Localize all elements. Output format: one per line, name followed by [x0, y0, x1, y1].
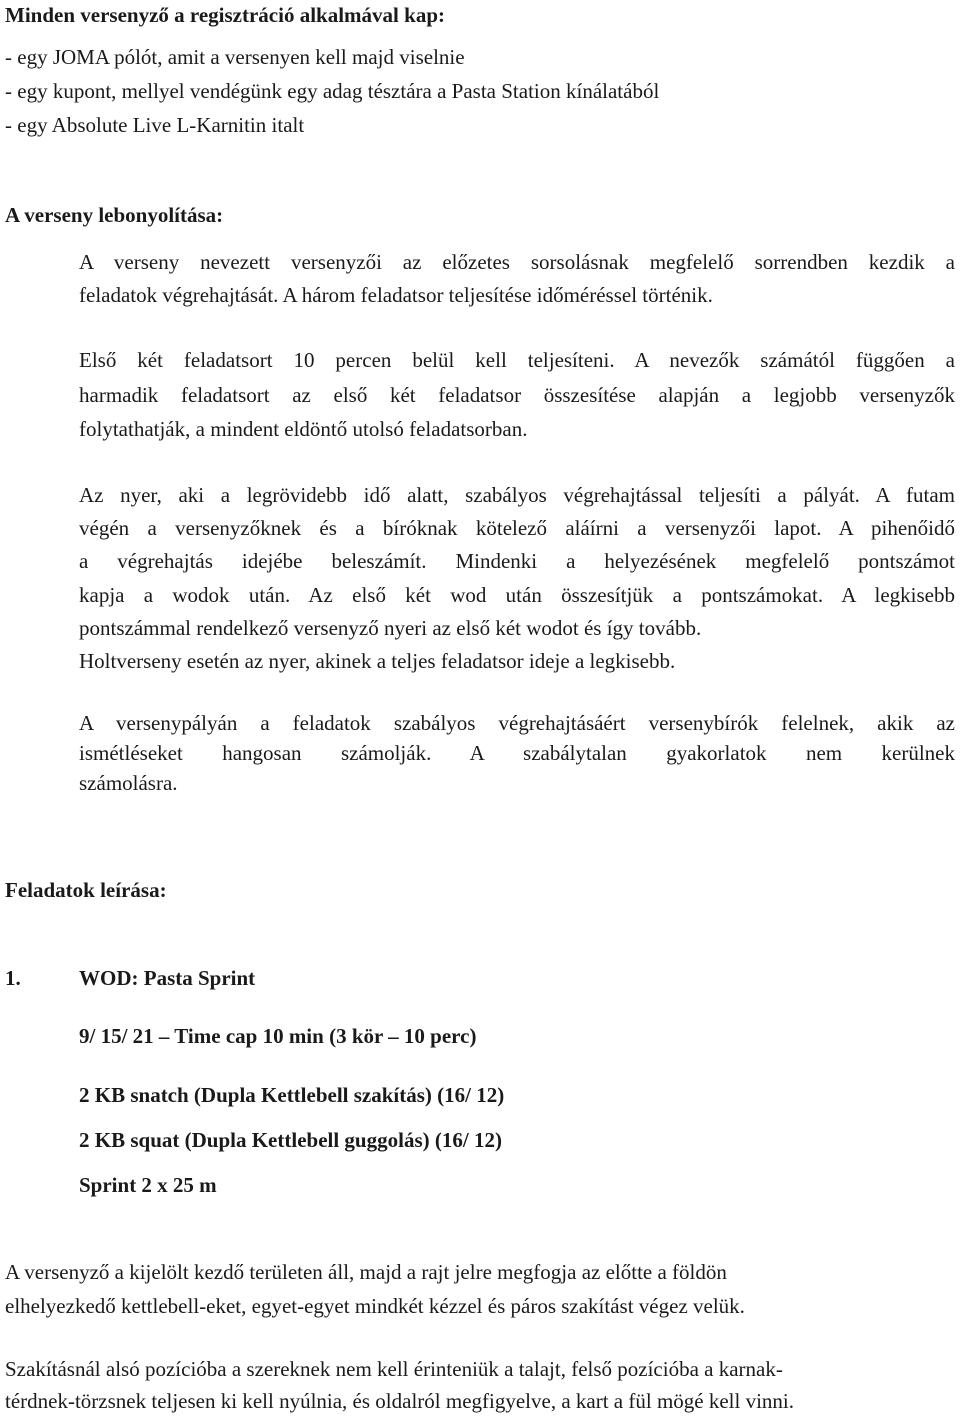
wod-exercise: 2 KB snatch (Dupla Kettlebell szakítás) (16/ 12) — [79, 1083, 505, 1107]
conduct-para2-line: folytathatják, a mindent eldöntő utolsó feladatsorban. — [79, 417, 528, 441]
conduct-para1-line: feladatok végrehajtását. A három feladatsor teljesítése időméréssel történik. — [79, 283, 713, 307]
conduct-para2-line: Első két feladatsort 10 percen belül kell teljesíteni. A nevezők számától függően a — [79, 348, 955, 372]
task-description-line: Szakításnál alsó pozícióba a szereknek nem kell érinteniük a talajt, felső pozícióba a karnak- — [5, 1357, 783, 1381]
conduct-para3-line: a végrehajtás idejébe beleszámít. Mindenki a helyezésének megfelelő pontszámot — [79, 549, 955, 573]
wod-number: 1. — [5, 966, 21, 990]
conduct-para3-line: Holtverseny esetén az nyer, akinek a teljes feladatsor ideje a legkisebb. — [79, 649, 676, 673]
conduct-para1-line: A verseny nevezett versenyzői az előzetes sorsolásnak megfelelő sorrendben kezdik a — [79, 250, 955, 274]
wod-exercise: 2 KB squat (Dupla Kettlebell guggolás) (16/ 12) — [79, 1128, 502, 1152]
conduct-para3-line: Az nyer, aki a legrövidebb idő alatt, szabályos végrehajtással teljesíti a pályát. A futam — [79, 483, 955, 507]
intro-heading: Minden versenyző a regisztráció alkalmával kap: — [5, 3, 445, 27]
conduct-heading: A verseny lebonyolítása: — [5, 203, 224, 227]
conduct-para4-line: ismétléseket hangosan számolják. A szabálytalan gyakorlatok nem kerülnek — [79, 741, 955, 765]
intro-item: - egy Absolute Live L-Karnitin italt — [5, 113, 305, 137]
wod-exercise: Sprint 2 x 25 m — [79, 1173, 217, 1197]
intro-item: - egy kupont, mellyel vendégünk egy adag tésztára a Pasta Station kínálatából — [5, 79, 660, 103]
conduct-para3-line: végén a versenyzőknek és a bíróknak kötelező aláírni a versenyzői lapot. A pihenőidő — [79, 516, 955, 540]
task-description-line: A versenyző a kijelölt kezdő területen áll, majd a rajt jelre megfogja az előtte a földön — [5, 1260, 727, 1284]
wod-title: WOD: Pasta Sprint — [79, 966, 256, 990]
conduct-para4-line: A versenypályán a feladatok szabályos végrehajtásáért versenybírók felelnek, akik az — [79, 711, 955, 735]
conduct-para3-line: kapja a wodok után. Az első két wod után összesítjük a pontszámokat. A legkisebb — [79, 583, 955, 607]
wod-scheme: 9/ 15/ 21 – Time cap 10 min (3 kör – 10 perc) — [79, 1024, 477, 1048]
intro-item: - egy JOMA pólót, amit a versenyen kell majd viselnie — [5, 45, 465, 69]
task-description-line: elhelyezkedő kettlebell-eket, egyet-egyet mindkét kézzel és páros szakítást végez velük. — [5, 1294, 745, 1318]
task-description-line: térdnek-törzsnek teljesen ki kell nyúlnia, és oldalról megfigyelve, a kart a fül mögé kell vinni. — [5, 1389, 795, 1413]
conduct-para2-line: harmadik feladatsort az első két feladatsor összesítése alapján a legjobb versenyzők — [79, 383, 955, 407]
tasks-heading: Feladatok leírása: — [5, 878, 167, 902]
conduct-para3-line: pontszámmal rendelkező versenyző nyeri az első két wodot és így tovább. — [79, 616, 702, 640]
conduct-para4-line: számolásra. — [79, 771, 178, 795]
